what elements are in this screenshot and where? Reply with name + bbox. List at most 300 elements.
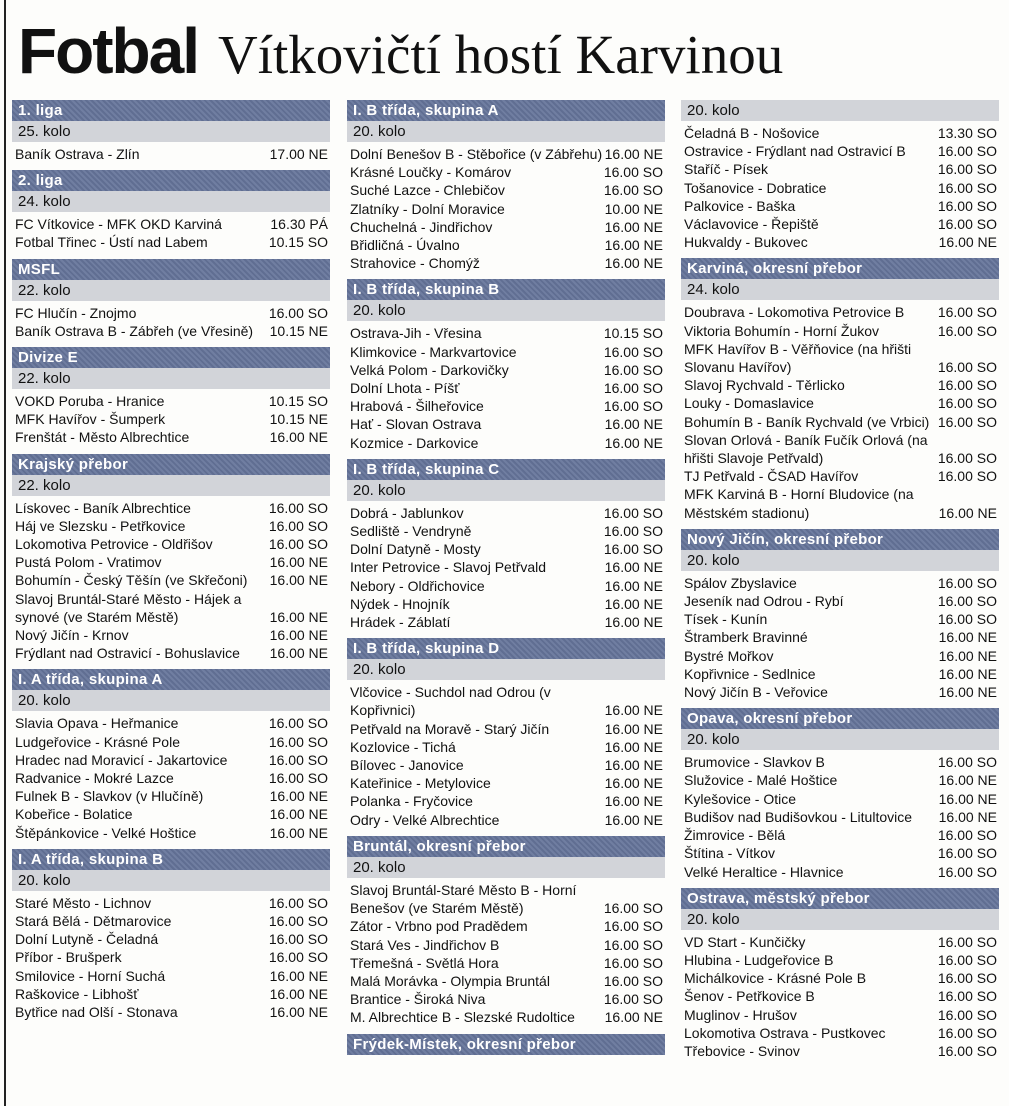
match-row <box>12 571 330 589</box>
round-label: 20. kolo <box>347 857 665 878</box>
kickoff-time: 16.30 PÁ <box>270 216 328 233</box>
match-row <box>347 415 665 433</box>
kickoff-time: 16.00 SO <box>268 304 328 321</box>
league-header: Karviná, okresní přebor <box>681 258 999 279</box>
match-teams: FC Vítkovice - MFK OKD Karviná <box>15 216 222 233</box>
kickoff-time: 16.00 SO <box>268 517 328 534</box>
kickoff-time: 16.00 NE <box>269 429 328 446</box>
match-teams: Malá Morávka - Olympia Bruntál <box>350 972 550 989</box>
kickoff-time: 16.00 NE <box>269 788 328 805</box>
match-teams: Hať - Slovan Ostrava <box>350 416 482 433</box>
league-section <box>347 100 665 272</box>
match-teams: Lokomotiva Petrovice - Oldřišov <box>15 536 213 553</box>
match-teams: Kozlovice - Tichá <box>350 738 456 755</box>
kickoff-time: 16.00 SO <box>937 322 997 339</box>
match-teams: Zlatníky - Dolní Moravice <box>350 200 505 217</box>
match-teams: Staříč - Písek <box>684 161 769 178</box>
round-label: 20. kolo <box>681 909 999 930</box>
match-row <box>347 811 665 829</box>
match-teams: Hrabová - Šilheřovice <box>350 398 484 415</box>
kickoff-time: 16.00 SO <box>603 954 663 971</box>
match-teams: Sedliště - Vendryně <box>350 523 472 540</box>
match-teams: Krásné Loučky - Komárov <box>350 164 512 181</box>
league-section <box>12 259 330 340</box>
match-row <box>12 912 330 930</box>
match-row <box>347 917 665 935</box>
match-teams: FC Hlučín - Znojmo <box>15 304 137 321</box>
kickoff-time: 16.00 NE <box>269 572 328 589</box>
kickoff-time: 16.00 NE <box>604 702 663 719</box>
kickoff-time: 16.00 SO <box>603 523 663 540</box>
league-section <box>12 849 330 1021</box>
kickoff-time: 16.00 SO <box>937 179 997 196</box>
match-row <box>681 753 999 771</box>
match-row <box>347 792 665 810</box>
kickoff-time: 16.00 SO <box>937 143 997 160</box>
kickoff-time: 16.00 SO <box>268 949 328 966</box>
match-row <box>681 683 999 701</box>
match-row <box>347 881 665 917</box>
round-label: 20. kolo <box>681 729 999 750</box>
match-row <box>681 431 999 467</box>
league-header: I. B třída, skupina B <box>347 279 665 300</box>
match-row <box>347 254 665 272</box>
kickoff-time: 16.00 NE <box>604 793 663 810</box>
match-teams: Ludgeřovice - Krásné Pole <box>15 733 180 750</box>
match-row <box>347 990 665 1008</box>
match-teams: Jeseník nad Odrou - Rybí <box>684 593 844 610</box>
kickoff-time: 16.00 SO <box>937 216 997 233</box>
match-row <box>12 967 330 985</box>
match-row <box>12 553 330 571</box>
match-row <box>12 590 330 626</box>
round-label: 24. kolo <box>12 191 330 212</box>
match-row <box>347 613 665 631</box>
match-teams: Dobrá - Jablunkov <box>350 504 464 521</box>
match-row <box>12 1003 330 1021</box>
match-teams: Polanka - Fryčovice <box>350 793 473 810</box>
kickoff-time: 16.00 SO <box>603 991 663 1008</box>
kickoff-time: 16.00 SO <box>937 593 997 610</box>
page-header <box>18 14 783 88</box>
column-3 <box>681 100 999 1067</box>
match-row <box>347 504 665 522</box>
kickoff-time: 10.15 NE <box>269 322 328 339</box>
match-teams: Velké Heraltice - Hlavnice <box>684 863 844 880</box>
kickoff-time: 16.00 SO <box>268 913 328 930</box>
kickoff-time: 16.00 NE <box>269 985 328 1002</box>
match-teams: Třebovice - Svinov <box>684 1042 800 1059</box>
match-row <box>347 324 665 342</box>
kickoff-time: 10.15 NE <box>269 411 328 428</box>
league-header: I. B třída, skupina A <box>347 100 665 121</box>
kickoff-time: 16.00 SO <box>937 611 997 628</box>
match-row <box>681 1024 999 1042</box>
match-teams: Slavoj Bruntál-Staré Město - Hájek a synové (ve Starém Městě) <box>15 590 242 625</box>
round-label: 20. kolo <box>12 690 330 711</box>
kickoff-time: 16.00 SO <box>603 900 663 917</box>
league-section <box>681 888 999 1060</box>
match-teams: Služovice - Malé Hoštice <box>684 772 838 789</box>
match-teams: Odry - Velké Albrechtice <box>350 811 500 828</box>
match-row <box>12 644 330 662</box>
match-row <box>347 379 665 397</box>
match-teams: Ostravice - Frýdlant nad Ostravicí B <box>684 143 906 160</box>
match-row <box>347 145 665 163</box>
kickoff-time: 16.00 NE <box>269 806 328 823</box>
kickoff-time: 16.00 SO <box>268 733 328 750</box>
match-row <box>12 535 330 553</box>
kickoff-time: 16.00 SO <box>268 931 328 948</box>
match-teams: Nýdek - Hnojník <box>350 595 450 612</box>
match-row <box>681 322 999 340</box>
match-teams: Zátor - Vrbno pod Pradědem <box>350 918 528 935</box>
kickoff-time: 16.00 SO <box>937 754 997 771</box>
match-row <box>12 805 330 823</box>
match-teams: Štramberk Bravinné <box>684 629 808 646</box>
match-teams: MFK Karviná B - Horní Bludovice (na Městském stadionu) <box>684 486 914 521</box>
match-row <box>681 933 999 951</box>
match-teams: Petřvald na Moravě - Starý Jičín <box>350 720 550 737</box>
kickoff-time: 16.00 SO <box>603 972 663 989</box>
match-row <box>12 517 330 535</box>
match-teams: Lokomotiva Ostrava - Pustkovec <box>684 1024 886 1041</box>
league-header: Nový Jičín, okresní přebor <box>681 529 999 550</box>
kickoff-time: 16.00 NE <box>604 614 663 631</box>
kickoff-time: 16.00 SO <box>937 359 997 376</box>
match-row <box>12 894 330 912</box>
kickoff-time: 16.00 SO <box>937 863 997 880</box>
match-row <box>12 392 330 410</box>
league-section <box>347 459 665 631</box>
kickoff-time: 16.00 NE <box>938 790 997 807</box>
match-teams: Slavoj Rychvald - Těrlicko <box>684 377 845 394</box>
kickoff-time: 16.00 NE <box>269 967 328 984</box>
league-header: 1. liga <box>12 100 330 121</box>
match-row <box>681 969 999 987</box>
kickoff-time: 16.00 NE <box>938 808 997 825</box>
match-teams: Tošanovice - Dobratice <box>684 179 827 196</box>
match-teams: Staré Město - Lichnov <box>15 894 152 911</box>
kickoff-time: 16.00 NE <box>604 757 663 774</box>
match-teams: Hradec nad Moravicí - Jakartovice <box>15 751 228 768</box>
match-row <box>12 322 330 340</box>
league-section <box>12 100 330 163</box>
match-teams: Žimrovice - Bělá <box>684 827 786 844</box>
match-row <box>681 179 999 197</box>
match-teams: Kylešovice - Otice <box>684 790 797 807</box>
kickoff-time: 16.00 SO <box>937 1006 997 1023</box>
match-teams: Baník Ostrava B - Zábřeh (ve Vřesině) <box>15 322 254 339</box>
kickoff-time: 16.00 SO <box>937 1024 997 1041</box>
kickoff-time: 16.00 NE <box>604 218 663 235</box>
kickoff-time: 16.00 NE <box>269 824 328 841</box>
kickoff-time: 16.00 SO <box>937 377 997 394</box>
kickoff-time: 16.00 SO <box>268 715 328 732</box>
league-section <box>12 347 330 447</box>
match-row <box>681 863 999 881</box>
kickoff-time: 16.00 NE <box>938 234 997 251</box>
league-section <box>681 708 999 880</box>
match-row <box>681 124 999 142</box>
league-header: MSFL <box>12 259 330 280</box>
match-teams: Příbor - Brušperk <box>15 949 122 966</box>
match-teams: Nový Jičín B - Veřovice <box>684 684 828 701</box>
match-row <box>681 987 999 1005</box>
kickoff-time: 16.00 NE <box>938 647 997 664</box>
match-teams: Vlčovice - Suchdol nad Odrou (v Kopřivnici) <box>350 684 551 719</box>
match-row <box>12 824 330 842</box>
match-row <box>347 577 665 595</box>
kickoff-time: 16.00 SO <box>268 894 328 911</box>
match-teams: Pustá Polom - Vratimov <box>15 554 162 571</box>
match-row <box>681 665 999 683</box>
match-row <box>681 485 999 521</box>
match-row <box>681 628 999 646</box>
round-label: 22. kolo <box>12 368 330 389</box>
match-row <box>347 720 665 738</box>
kickoff-time: 16.00 NE <box>604 811 663 828</box>
match-teams: Třemešná - Světlá Hora <box>350 954 499 971</box>
league-header: Bruntál, okresní přebor <box>347 836 665 857</box>
kickoff-time: 16.00 SO <box>603 361 663 378</box>
match-teams: Dolní Lhota - Píšť <box>350 380 460 397</box>
kickoff-time: 17.00 NE <box>269 146 328 162</box>
match-teams: Šenov - Petřkovice B <box>684 988 815 1005</box>
match-teams: Spálov Zbyslavice <box>684 574 797 591</box>
kickoff-time: 16.00 SO <box>603 936 663 953</box>
match-teams: Kobeřice - Bolatice <box>15 806 133 823</box>
league-section <box>347 638 665 829</box>
match-teams: Slavia Opava - Heřmanice <box>15 715 179 732</box>
kickoff-time: 13.30 SO <box>937 125 997 141</box>
kickoff-time: 16.00 SO <box>603 164 663 181</box>
match-teams: Raškovice - Libhošť <box>15 985 139 1002</box>
kickoff-time: 16.00 SO <box>603 504 663 521</box>
kickoff-time: 16.00 NE <box>938 504 997 521</box>
match-teams: Hlubina - Ludgeřovice B <box>684 951 834 968</box>
round-label: 20. kolo <box>12 870 330 891</box>
match-teams: Břidličná - Úvalno <box>350 237 460 254</box>
match-teams: Doubrava - Lokomotiva Petrovice B <box>684 304 905 321</box>
match-teams: Palkovice - Baška <box>684 197 796 214</box>
league-header: I. A třída, skupina B <box>12 849 330 870</box>
kickoff-time: 16.00 NE <box>604 1009 663 1026</box>
kickoff-time: 16.00 NE <box>938 665 997 682</box>
match-teams: Lískovec - Baník Albrechtice <box>15 499 191 516</box>
match-row <box>12 215 330 233</box>
round-label: 22. kolo <box>12 475 330 496</box>
match-teams: Štěpánkovice - Velké Hoštice <box>15 824 197 841</box>
match-row <box>347 200 665 218</box>
match-teams: Fulnek B - Slavkov (v Hlučíně) <box>15 788 204 805</box>
round-label: 20. kolo <box>347 480 665 501</box>
match-row <box>347 163 665 181</box>
match-row <box>12 733 330 751</box>
match-row <box>347 218 665 236</box>
kickoff-time: 16.00 NE <box>604 720 663 737</box>
match-row <box>681 647 999 665</box>
match-teams: Slovan Orlová - Baník Fučík Orlová (na hřišti Slavoje Petřvald) <box>684 431 928 467</box>
kickoff-time: 16.00 NE <box>604 775 663 792</box>
kickoff-time: 16.00 SO <box>603 918 663 935</box>
kickoff-time: 16.00 NE <box>604 237 663 254</box>
match-row <box>12 410 330 428</box>
match-teams: Nový Jičín - Krnov <box>15 627 129 644</box>
match-row <box>681 826 999 844</box>
match-row <box>347 343 665 361</box>
league-section <box>12 170 330 251</box>
league-header: 2. liga <box>12 170 330 191</box>
match-row <box>681 142 999 160</box>
league-section <box>347 279 665 451</box>
section-title: Fotbal <box>18 15 198 87</box>
kickoff-time: 16.00 SO <box>603 398 663 415</box>
match-row <box>347 236 665 254</box>
match-row <box>681 376 999 394</box>
league-header: I. A třída, skupina A <box>12 669 330 690</box>
league-section <box>681 258 999 521</box>
match-teams: Štítina - Vítkov <box>684 845 776 862</box>
match-teams: Smilovice - Horní Suchá <box>15 967 166 984</box>
round-label: 25. kolo <box>12 121 330 142</box>
round-label: 20. kolo <box>347 659 665 680</box>
match-teams: TJ Petřvald - ČSAD Havířov <box>684 468 859 485</box>
kickoff-time: 16.00 SO <box>937 970 997 987</box>
match-teams: Brumovice - Slavkov B <box>684 754 825 771</box>
match-teams: Viktoria Bohumín - Horní Žukov <box>684 322 880 339</box>
match-teams: Frýdlant nad Ostravicí - Bohuslavice <box>15 645 240 662</box>
match-teams: Stará Bělá - Dětmarovice <box>15 913 172 930</box>
kickoff-time: 16.00 SO <box>937 933 997 950</box>
match-teams: Hrádek - Záblatí <box>350 614 451 631</box>
league-section <box>347 1034 665 1055</box>
match-row <box>347 595 665 613</box>
match-row <box>681 808 999 826</box>
match-row <box>681 303 999 321</box>
match-row <box>347 774 665 792</box>
match-teams: Hukvaldy - Bukovec <box>684 234 808 251</box>
match-row <box>347 397 665 415</box>
match-row <box>12 626 330 644</box>
match-row <box>347 361 665 379</box>
match-teams: Čeladná B - Nošovice <box>684 125 820 141</box>
match-teams: Michálkovice - Krásné Pole B <box>684 970 867 987</box>
match-teams: Kozmice - Darkovice <box>350 434 479 451</box>
match-teams: Suché Lazce - Chlebičov <box>350 182 505 199</box>
kickoff-time: 16.00 SO <box>268 751 328 768</box>
league-header: Krajský přebor <box>12 454 330 475</box>
match-teams: Chuchelná - Jindřichov <box>350 218 493 235</box>
kickoff-time: 16.00 SO <box>268 770 328 787</box>
headline: Vítkovičtí hostí Karvinou <box>217 24 784 85</box>
match-row <box>12 751 330 769</box>
match-teams: Dolní Datyně - Mosty <box>350 541 481 558</box>
match-teams: Inter Petrovice - Slavoj Petřvald <box>350 559 547 576</box>
kickoff-time: 10.15 SO <box>603 325 663 342</box>
kickoff-time: 16.00 SO <box>937 988 997 1005</box>
round-label: 20. kolo <box>681 550 999 571</box>
match-teams: Nebory - Oldřichovice <box>350 577 485 594</box>
match-teams: Háj ve Slezsku - Petřkovice <box>15 517 186 534</box>
league-section <box>12 669 330 841</box>
match-teams: MFK Havířov - Šumperk <box>15 411 166 428</box>
match-teams: Strahovice - Chomýž <box>350 255 480 272</box>
match-teams: VD Start - Kunčičky <box>684 933 806 950</box>
match-row <box>681 844 999 862</box>
column-1 <box>12 100 330 1028</box>
round-label: 20. kolo <box>347 300 665 321</box>
match-row <box>681 951 999 969</box>
league-header: Divize E <box>12 347 330 368</box>
match-row <box>12 769 330 787</box>
kickoff-time: 16.00 SO <box>937 574 997 591</box>
kickoff-time: 16.00 SO <box>937 304 997 321</box>
round-label: 20. kolo <box>347 121 665 142</box>
match-row <box>12 948 330 966</box>
match-row <box>12 233 330 251</box>
match-row <box>681 1042 999 1060</box>
match-row <box>12 985 330 1003</box>
match-row <box>347 738 665 756</box>
match-teams: Tísek - Kunín <box>684 611 768 628</box>
match-row <box>347 936 665 954</box>
match-row <box>347 540 665 558</box>
kickoff-time: 16.00 SO <box>937 161 997 178</box>
league-section <box>681 529 999 701</box>
match-row <box>347 522 665 540</box>
match-row <box>12 428 330 446</box>
match-teams: Velká Polom - Darkovičky <box>350 361 509 378</box>
match-teams: M. Albrechtice B - Slezské Rudoltice <box>350 1009 575 1026</box>
match-row <box>681 1006 999 1024</box>
match-row <box>347 756 665 774</box>
kickoff-time: 16.00 SO <box>937 827 997 844</box>
match-row <box>681 394 999 412</box>
match-row <box>681 233 999 251</box>
kickoff-time: 16.00 NE <box>938 629 997 646</box>
kickoff-time: 16.00 NE <box>604 595 663 612</box>
match-row <box>347 1008 665 1026</box>
league-section <box>12 454 330 663</box>
match-teams: Bystré Mořkov <box>684 647 774 664</box>
kickoff-time: 16.00 NE <box>604 559 663 576</box>
kickoff-time: 16.00 SO <box>268 536 328 553</box>
kickoff-time: 10.15 SO <box>268 393 328 410</box>
kickoff-time: 16.00 NE <box>269 608 328 625</box>
match-row <box>681 197 999 215</box>
match-row <box>347 434 665 452</box>
kickoff-time: 16.00 NE <box>604 255 663 272</box>
match-teams: Bohumín - Český Těšín (ve Skřečoni) <box>15 572 248 589</box>
kickoff-time: 16.00 NE <box>604 738 663 755</box>
kickoff-time: 16.00 NE <box>269 554 328 571</box>
league-header: I. B třída, skupina D <box>347 638 665 659</box>
match-row <box>681 610 999 628</box>
match-teams: Dolní Lutyně - Čeladná <box>15 931 159 948</box>
match-row <box>681 160 999 178</box>
match-teams: Ostrava-Jih - Vřesina <box>350 325 482 342</box>
kickoff-time: 16.00 NE <box>938 772 997 789</box>
match-row <box>681 467 999 485</box>
kickoff-time: 16.00 NE <box>269 627 328 644</box>
kickoff-time: 16.00 NE <box>604 434 663 451</box>
column-2 <box>347 100 665 1062</box>
match-row <box>12 930 330 948</box>
match-row <box>681 592 999 610</box>
match-teams: Bytřice nad Olší - Stonava <box>15 1004 178 1021</box>
match-teams: Radvanice - Mokré Lazce <box>15 770 174 787</box>
